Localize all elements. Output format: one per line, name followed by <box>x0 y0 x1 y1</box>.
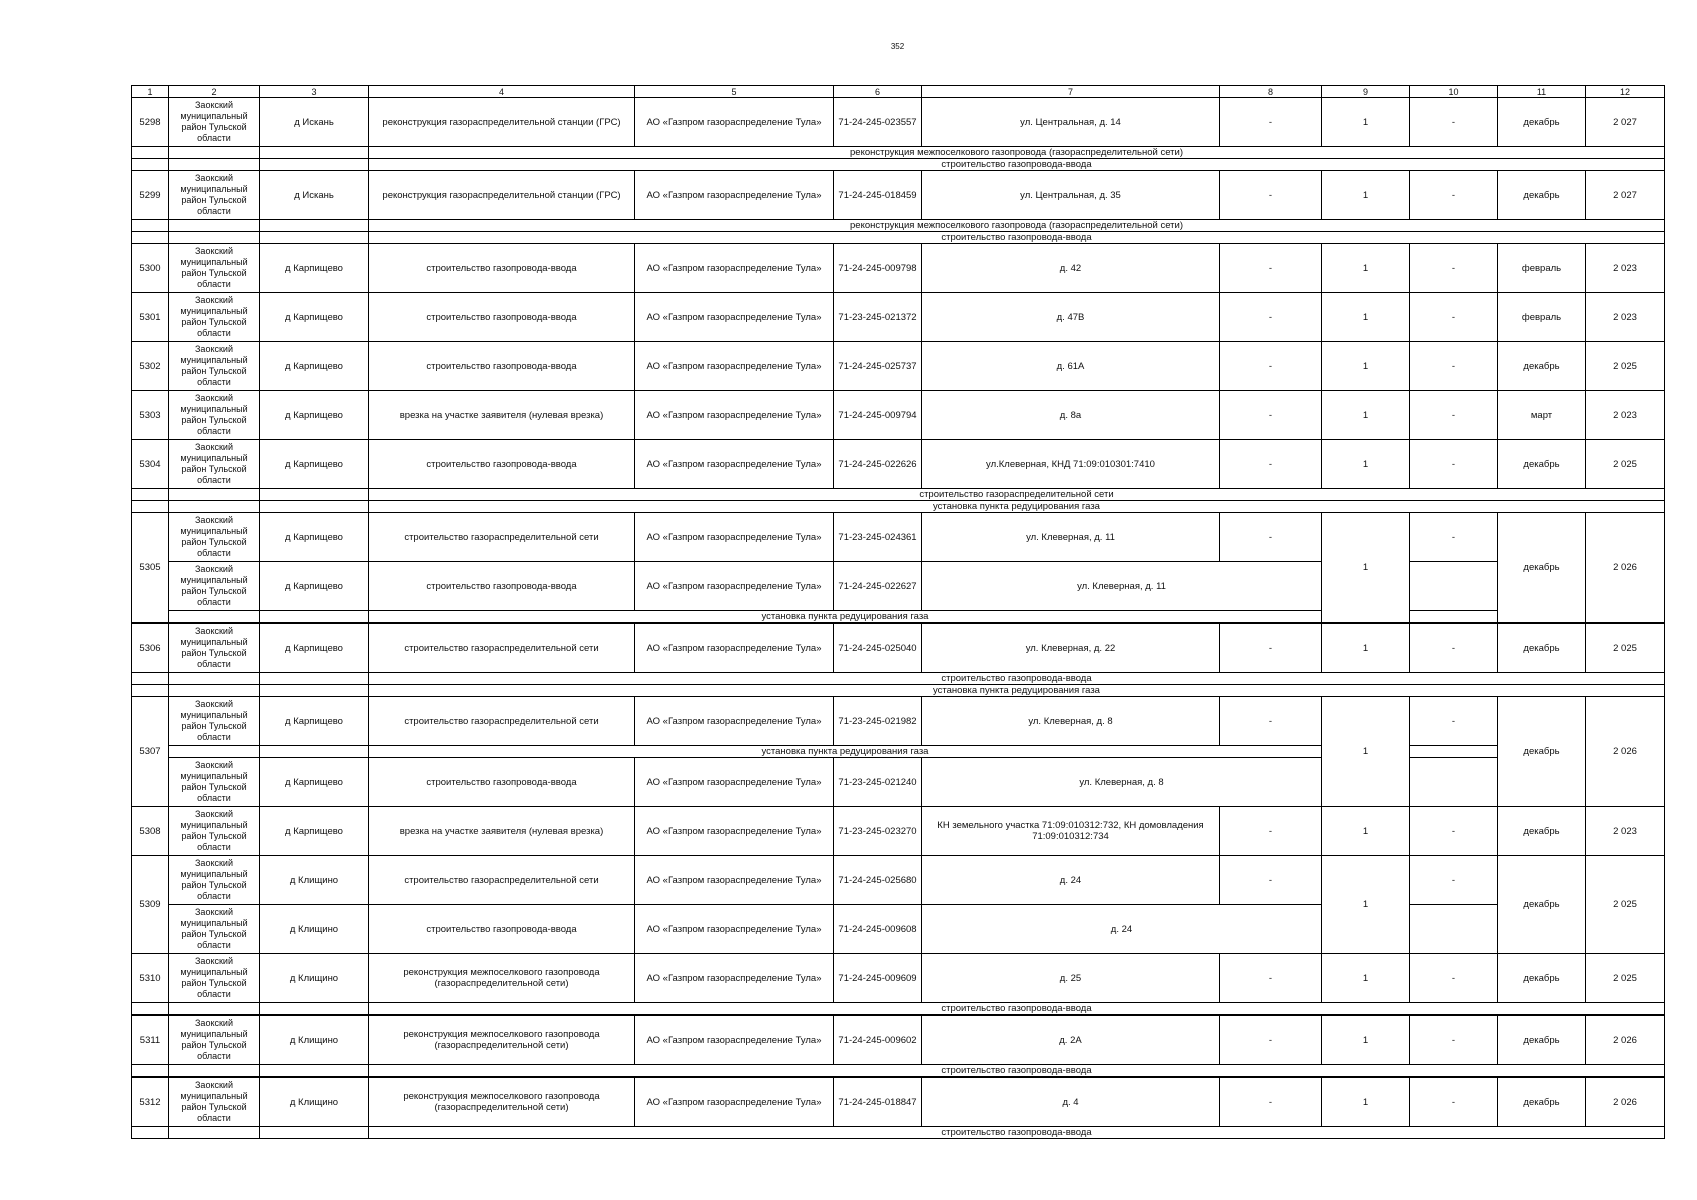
settlement-cell: д Искань <box>260 98 369 147</box>
year-cell: 2 026 <box>1586 1077 1665 1127</box>
organization-cell: АО «Газпром газораспределение Тула» <box>635 623 834 673</box>
district-cell: Заокский муниципальный район Тульской области <box>169 1077 260 1127</box>
col10-cell: - <box>1410 623 1498 673</box>
table-row <box>132 1015 1665 1065</box>
district-cell: Заокский муниципальный район Тульской области <box>169 562 260 611</box>
work-type-cell: реконструкция газораспределительной станции (ГРС) <box>369 171 635 220</box>
district-cell: Заокский муниципальный район Тульской области <box>169 697 260 746</box>
sub-work-row <box>132 1127 1665 1139</box>
col10-cell: - <box>1410 440 1498 489</box>
table-row <box>132 293 1665 342</box>
year-cell: 2 027 <box>1586 171 1665 220</box>
sub-work-cell: установка пункта редуцирования газа <box>369 685 1665 697</box>
col9-cell: 1 <box>1322 1015 1410 1065</box>
work-type-cell: строительство газопровода-ввода <box>369 562 635 611</box>
year-cell: 2 025 <box>1586 856 1665 954</box>
sub-work-cell: реконструкция межпоселкового газопровода (газораспределительной сети) <box>369 147 1665 159</box>
settlement-cell: д Карпищево <box>260 293 369 342</box>
settlement-cell: д Карпищево <box>260 807 369 856</box>
col10-cell: - <box>1410 342 1498 391</box>
work-type-cell: строительство газопровода-ввода <box>369 758 635 807</box>
page-number: 352 <box>890 42 905 51</box>
table-row <box>132 391 1665 440</box>
work-type-cell: строительство газораспределительной сети <box>369 623 635 673</box>
col10-cell: - <box>1410 391 1498 440</box>
table-row <box>132 342 1665 391</box>
work-type-cell: строительство газопровода-ввода <box>369 293 635 342</box>
sub-work-row <box>132 232 1665 244</box>
year-cell: 2 025 <box>1586 623 1665 673</box>
code-cell: 71-24-245-009794 <box>834 391 922 440</box>
col10-cell: - <box>1410 697 1498 746</box>
table-row <box>132 856 1665 905</box>
year-cell: 2 027 <box>1586 98 1665 147</box>
table-row <box>132 1077 1665 1127</box>
table-row <box>132 758 1665 807</box>
col8-cell: - <box>1220 513 1322 562</box>
address-cell: д. 25 <box>922 954 1220 1003</box>
code-cell: 71-23-245-021240 <box>834 758 922 807</box>
code-cell: 71-23-245-021372 <box>834 293 922 342</box>
year-cell: 2 023 <box>1586 293 1665 342</box>
district-cell: Заокский муниципальный район Тульской области <box>169 856 260 905</box>
table-row <box>132 440 1665 489</box>
address-cell: ул. Центральная, д. 35 <box>922 171 1220 220</box>
work-type-cell: реконструкция межпоселкового газопровода (газораспределительной сети) <box>369 1015 635 1065</box>
address-cell: ул. Клеверная, д. 8 <box>922 697 1220 746</box>
sub-work-cell: установка пункта редуцирования газа <box>369 501 1665 513</box>
col8-cell: - <box>1220 244 1322 293</box>
organization-cell: АО «Газпром газораспределение Тула» <box>635 244 834 293</box>
col8-cell: - <box>1220 623 1322 673</box>
table-row <box>132 244 1665 293</box>
month-cell: март <box>1498 391 1586 440</box>
column-number: 11 <box>1498 86 1586 98</box>
month-cell: декабрь <box>1498 98 1586 147</box>
settlement-cell: д Карпищево <box>260 562 369 611</box>
year-cell: 2 025 <box>1586 440 1665 489</box>
col10-cell: - <box>1410 954 1498 1003</box>
sub-work-cell: строительство газопровода-ввода <box>369 1003 1665 1016</box>
col9-cell: 1 <box>1322 98 1410 147</box>
year-cell: 2 023 <box>1586 807 1665 856</box>
col8-cell: - <box>1220 856 1322 905</box>
col10-cell: - <box>1410 98 1498 147</box>
col10-cell: - <box>1410 1077 1498 1127</box>
sub-work-row <box>132 159 1665 171</box>
organization-cell: АО «Газпром газораспределение Тула» <box>635 440 834 489</box>
row-number: 5298 <box>132 98 169 147</box>
col9-cell: 1 <box>1322 293 1410 342</box>
code-cell: 71-24-245-022626 <box>834 440 922 489</box>
district-cell: Заокский муниципальный район Тульской области <box>169 807 260 856</box>
table-row <box>132 98 1665 147</box>
col9-cell: 1 <box>1322 856 1410 954</box>
table-row <box>132 697 1665 746</box>
code-cell: 71-23-245-023270 <box>834 807 922 856</box>
month-cell: декабрь <box>1498 807 1586 856</box>
row-number: 5309 <box>132 856 169 954</box>
organization-cell: АО «Газпром газораспределение Тула» <box>635 856 834 905</box>
column-number: 1 <box>132 86 169 98</box>
col9-cell: 1 <box>1322 244 1410 293</box>
district-cell: Заокский муниципальный район Тульской области <box>169 244 260 293</box>
col8-cell: - <box>1220 807 1322 856</box>
month-cell: декабрь <box>1498 513 1586 624</box>
year-cell: 2 025 <box>1586 342 1665 391</box>
district-cell: Заокский муниципальный район Тульской области <box>169 954 260 1003</box>
col10-cell: - <box>1410 171 1498 220</box>
organization-cell: АО «Газпром газораспределение Тула» <box>635 758 834 807</box>
work-type-cell: строительство газораспределительной сети <box>369 697 635 746</box>
col9-cell: 1 <box>1322 391 1410 440</box>
year-cell: 2 025 <box>1586 954 1665 1003</box>
work-type-cell: строительство газопровода-ввода <box>369 244 635 293</box>
col9-cell: 1 <box>1322 1077 1410 1127</box>
work-type-cell: врезка на участке заявителя (нулевая врезка) <box>369 807 635 856</box>
address-cell: д. 2А <box>922 1015 1220 1065</box>
month-cell: декабрь <box>1498 171 1586 220</box>
organization-cell: АО «Газпром газораспределение Тула» <box>635 807 834 856</box>
row-number: 5307 <box>132 697 169 807</box>
month-cell: февраль <box>1498 293 1586 342</box>
settlement-cell: д Карпищево <box>260 513 369 562</box>
address-cell: ул. Клеверная, д. 11 <box>922 513 1220 562</box>
settlement-cell: д Клищино <box>260 905 369 954</box>
code-cell: 71-24-245-025040 <box>834 623 922 673</box>
work-type-cell: реконструкция межпоселкового газопровода (газораспределительной сети) <box>369 1077 635 1127</box>
table-row <box>132 905 1665 954</box>
organization-cell: АО «Газпром газораспределение Тула» <box>635 513 834 562</box>
month-cell: декабрь <box>1498 697 1586 807</box>
col9-cell: 1 <box>1322 171 1410 220</box>
col10-cell: - <box>1410 807 1498 856</box>
col10-cell: - <box>1410 244 1498 293</box>
settlement-cell: д Карпищево <box>260 391 369 440</box>
district-cell: Заокский муниципальный район Тульской области <box>169 1015 260 1065</box>
col8-cell: - <box>1220 697 1322 746</box>
district-cell: Заокский муниципальный район Тульской области <box>169 513 260 562</box>
settlement-cell: д Карпищево <box>260 244 369 293</box>
organization-cell: АО «Газпром газораспределение Тула» <box>635 293 834 342</box>
sub-work-row <box>132 220 1665 232</box>
address-cell: ул. Клеверная, д. 22 <box>922 623 1220 673</box>
col10-cell: - <box>1410 293 1498 342</box>
address-cell: д. 4 <box>922 1077 1220 1127</box>
col10-cell: - <box>1410 856 1498 905</box>
code-cell: 71-24-245-009609 <box>834 954 922 1003</box>
row-number: 5304 <box>132 440 169 489</box>
district-cell: Заокский муниципальный район Тульской области <box>169 98 260 147</box>
sub-work-cell: строительство газопровода-ввода <box>369 232 1665 244</box>
column-numbers-row <box>132 86 1665 98</box>
sub-work-row <box>132 1003 1665 1016</box>
column-number: 6 <box>834 86 922 98</box>
work-type-cell: строительство газопровода-ввода <box>369 440 635 489</box>
column-number: 12 <box>1586 86 1665 98</box>
work-type-cell: строительство газопровода-ввода <box>369 342 635 391</box>
code-cell: 71-24-245-009798 <box>834 244 922 293</box>
code-cell: 71-24-245-025680 <box>834 856 922 905</box>
col8-cell: - <box>1220 1077 1322 1127</box>
row-number: 5302 <box>132 342 169 391</box>
col8-cell: - <box>1220 1015 1322 1065</box>
table-row <box>132 171 1665 220</box>
district-cell: Заокский муниципальный район Тульской области <box>169 293 260 342</box>
row-number: 5308 <box>132 807 169 856</box>
organization-cell: АО «Газпром газораспределение Тула» <box>635 1015 834 1065</box>
col9-cell: 1 <box>1322 513 1410 624</box>
row-number: 5312 <box>132 1077 169 1127</box>
district-cell: Заокский муниципальный район Тульской области <box>169 905 260 954</box>
organization-cell: АО «Газпром газораспределение Тула» <box>635 98 834 147</box>
year-cell: 2 026 <box>1586 697 1665 807</box>
year-cell: 2 026 <box>1586 1015 1665 1065</box>
code-cell: 71-23-245-024361 <box>834 513 922 562</box>
work-type-cell: строительство газопровода-ввода <box>369 905 635 954</box>
month-cell: декабрь <box>1498 954 1586 1003</box>
settlement-cell: д Искань <box>260 171 369 220</box>
sub-work-cell: установка пункта редуцирования газа <box>369 611 1322 624</box>
address-cell: КН земельного участка 71:09:010312:732, КН домовладения 71:09:010312:734 <box>922 807 1220 856</box>
col9-cell: 1 <box>1322 623 1410 673</box>
settlement-cell: д Карпищево <box>260 623 369 673</box>
district-cell: Заокский муниципальный район Тульской области <box>169 758 260 807</box>
settlement-cell: д Карпищево <box>260 758 369 807</box>
month-cell: декабрь <box>1498 1077 1586 1127</box>
col10-cell <box>1410 758 1498 807</box>
col10-cell: - <box>1410 1015 1498 1065</box>
col9-cell: 1 <box>1322 342 1410 391</box>
address-cell: д. 24 <box>922 856 1220 905</box>
organization-cell: АО «Газпром газораспределение Тула» <box>635 171 834 220</box>
col9-cell: 1 <box>1322 697 1410 807</box>
code-cell: 71-24-245-025737 <box>834 342 922 391</box>
address-cell: ул. Клеверная, д. 8 <box>922 758 1322 807</box>
sub-work-cell: реконструкция межпоселкового газопровода (газораспределительной сети) <box>369 220 1665 232</box>
column-number: 4 <box>369 86 635 98</box>
column-number: 7 <box>922 86 1220 98</box>
row-number: 5311 <box>132 1015 169 1065</box>
district-cell: Заокский муниципальный район Тульской области <box>169 342 260 391</box>
month-cell: февраль <box>1498 244 1586 293</box>
district-cell: Заокский муниципальный район Тульской области <box>169 440 260 489</box>
row-number: 5301 <box>132 293 169 342</box>
organization-cell: АО «Газпром газораспределение Тула» <box>635 562 834 611</box>
sub-work-row <box>132 501 1665 513</box>
organization-cell: АО «Газпром газораспределение Тула» <box>635 905 834 954</box>
table-row <box>132 562 1665 611</box>
col9-cell: 1 <box>1322 954 1410 1003</box>
sub-work-cell: строительство газопровода-ввода <box>369 159 1665 171</box>
column-number: 3 <box>260 86 369 98</box>
address-cell: д. 8а <box>922 391 1220 440</box>
month-cell: декабрь <box>1498 856 1586 954</box>
code-cell: 71-24-245-018459 <box>834 171 922 220</box>
code-cell: 71-24-245-009608 <box>834 905 922 954</box>
col8-cell: - <box>1220 440 1322 489</box>
sub-work-row <box>132 746 1665 758</box>
column-number: 9 <box>1322 86 1410 98</box>
settlement-cell: д Клищино <box>260 954 369 1003</box>
settlement-cell: д Клищино <box>260 856 369 905</box>
col10-cell <box>1410 905 1498 954</box>
col9-cell: 1 <box>1322 440 1410 489</box>
sub-work-row <box>132 147 1665 159</box>
settlement-cell: д Карпищево <box>260 342 369 391</box>
table-row <box>132 513 1665 562</box>
row-number: 5303 <box>132 391 169 440</box>
district-cell: Заокский муниципальный район Тульской области <box>169 171 260 220</box>
work-type-cell: реконструкция межпоселкового газопровода (газораспределительной сети) <box>369 954 635 1003</box>
table-row <box>132 807 1665 856</box>
address-cell: д. 24 <box>922 905 1322 954</box>
district-cell: Заокский муниципальный район Тульской области <box>169 623 260 673</box>
sub-work-cell: строительство газораспределительной сети <box>369 489 1665 501</box>
table-row <box>132 954 1665 1003</box>
work-type-cell: реконструкция газораспределительной станции (ГРС) <box>369 98 635 147</box>
table-row <box>132 623 1665 673</box>
code-cell: 71-24-245-022627 <box>834 562 922 611</box>
sub-work-cell: строительство газопровода-ввода <box>369 1065 1665 1078</box>
col8-cell: - <box>1220 293 1322 342</box>
row-number: 5306 <box>132 623 169 673</box>
row-number: 5299 <box>132 171 169 220</box>
organization-cell: АО «Газпром газораспределение Тула» <box>635 391 834 440</box>
row-number: 5300 <box>132 244 169 293</box>
col8-cell: - <box>1220 391 1322 440</box>
column-number: 10 <box>1410 86 1498 98</box>
sub-work-row <box>132 1065 1665 1078</box>
column-number: 2 <box>169 86 260 98</box>
month-cell: декабрь <box>1498 1015 1586 1065</box>
row-number: 5310 <box>132 954 169 1003</box>
sub-work-row <box>132 673 1665 685</box>
sub-work-cell: установка пункта редуцирования газа <box>369 746 1322 758</box>
sub-work-row <box>132 611 1665 624</box>
col8-cell: - <box>1220 954 1322 1003</box>
month-cell: декабрь <box>1498 440 1586 489</box>
organization-cell: АО «Газпром газораспределение Тула» <box>635 697 834 746</box>
work-type-cell: строительство газораспределительной сети <box>369 513 635 562</box>
organization-cell: АО «Газпром газораспределение Тула» <box>635 342 834 391</box>
address-cell: ул. Клеверная, д. 11 <box>922 562 1322 611</box>
organization-cell: АО «Газпром газораспределение Тула» <box>635 954 834 1003</box>
col8-cell: - <box>1220 98 1322 147</box>
row-number: 5305 <box>132 513 169 624</box>
settlement-cell: д Клищино <box>260 1077 369 1127</box>
col10-cell: - <box>1410 513 1498 562</box>
code-cell: 71-24-245-023557 <box>834 98 922 147</box>
gas-program-table <box>131 85 1664 1139</box>
sub-work-row <box>132 685 1665 697</box>
sub-work-row <box>132 489 1665 501</box>
year-cell: 2 023 <box>1586 391 1665 440</box>
month-cell: декабрь <box>1498 623 1586 673</box>
code-cell: 71-24-245-009602 <box>834 1015 922 1065</box>
address-cell: ул.Клеверная, КНД 71:09:010301:7410 <box>922 440 1220 489</box>
month-cell: декабрь <box>1498 342 1586 391</box>
settlement-cell: д Карпищево <box>260 440 369 489</box>
sub-work-cell: строительство газопровода-ввода <box>369 673 1665 685</box>
year-cell: 2 026 <box>1586 513 1665 624</box>
organization-cell: АО «Газпром газораспределение Тула» <box>635 1077 834 1127</box>
address-cell: д. 61А <box>922 342 1220 391</box>
col9-cell: 1 <box>1322 807 1410 856</box>
code-cell: 71-24-245-018847 <box>834 1077 922 1127</box>
district-cell: Заокский муниципальный район Тульской области <box>169 391 260 440</box>
year-cell: 2 023 <box>1586 244 1665 293</box>
code-cell: 71-23-245-021982 <box>834 697 922 746</box>
work-type-cell: строительство газораспределительной сети <box>369 856 635 905</box>
sub-work-cell: строительство газопровода-ввода <box>369 1127 1665 1139</box>
settlement-cell: д Клищино <box>260 1015 369 1065</box>
col8-cell: - <box>1220 171 1322 220</box>
column-number: 5 <box>635 86 834 98</box>
address-cell: д. 42 <box>922 244 1220 293</box>
col10-cell <box>1410 562 1498 611</box>
column-number: 8 <box>1220 86 1322 98</box>
settlement-cell: д Карпищево <box>260 697 369 746</box>
work-type-cell: врезка на участке заявителя (нулевая врезка) <box>369 391 635 440</box>
col8-cell: - <box>1220 342 1322 391</box>
address-cell: ул. Центральная, д. 14 <box>922 98 1220 147</box>
address-cell: д. 47В <box>922 293 1220 342</box>
